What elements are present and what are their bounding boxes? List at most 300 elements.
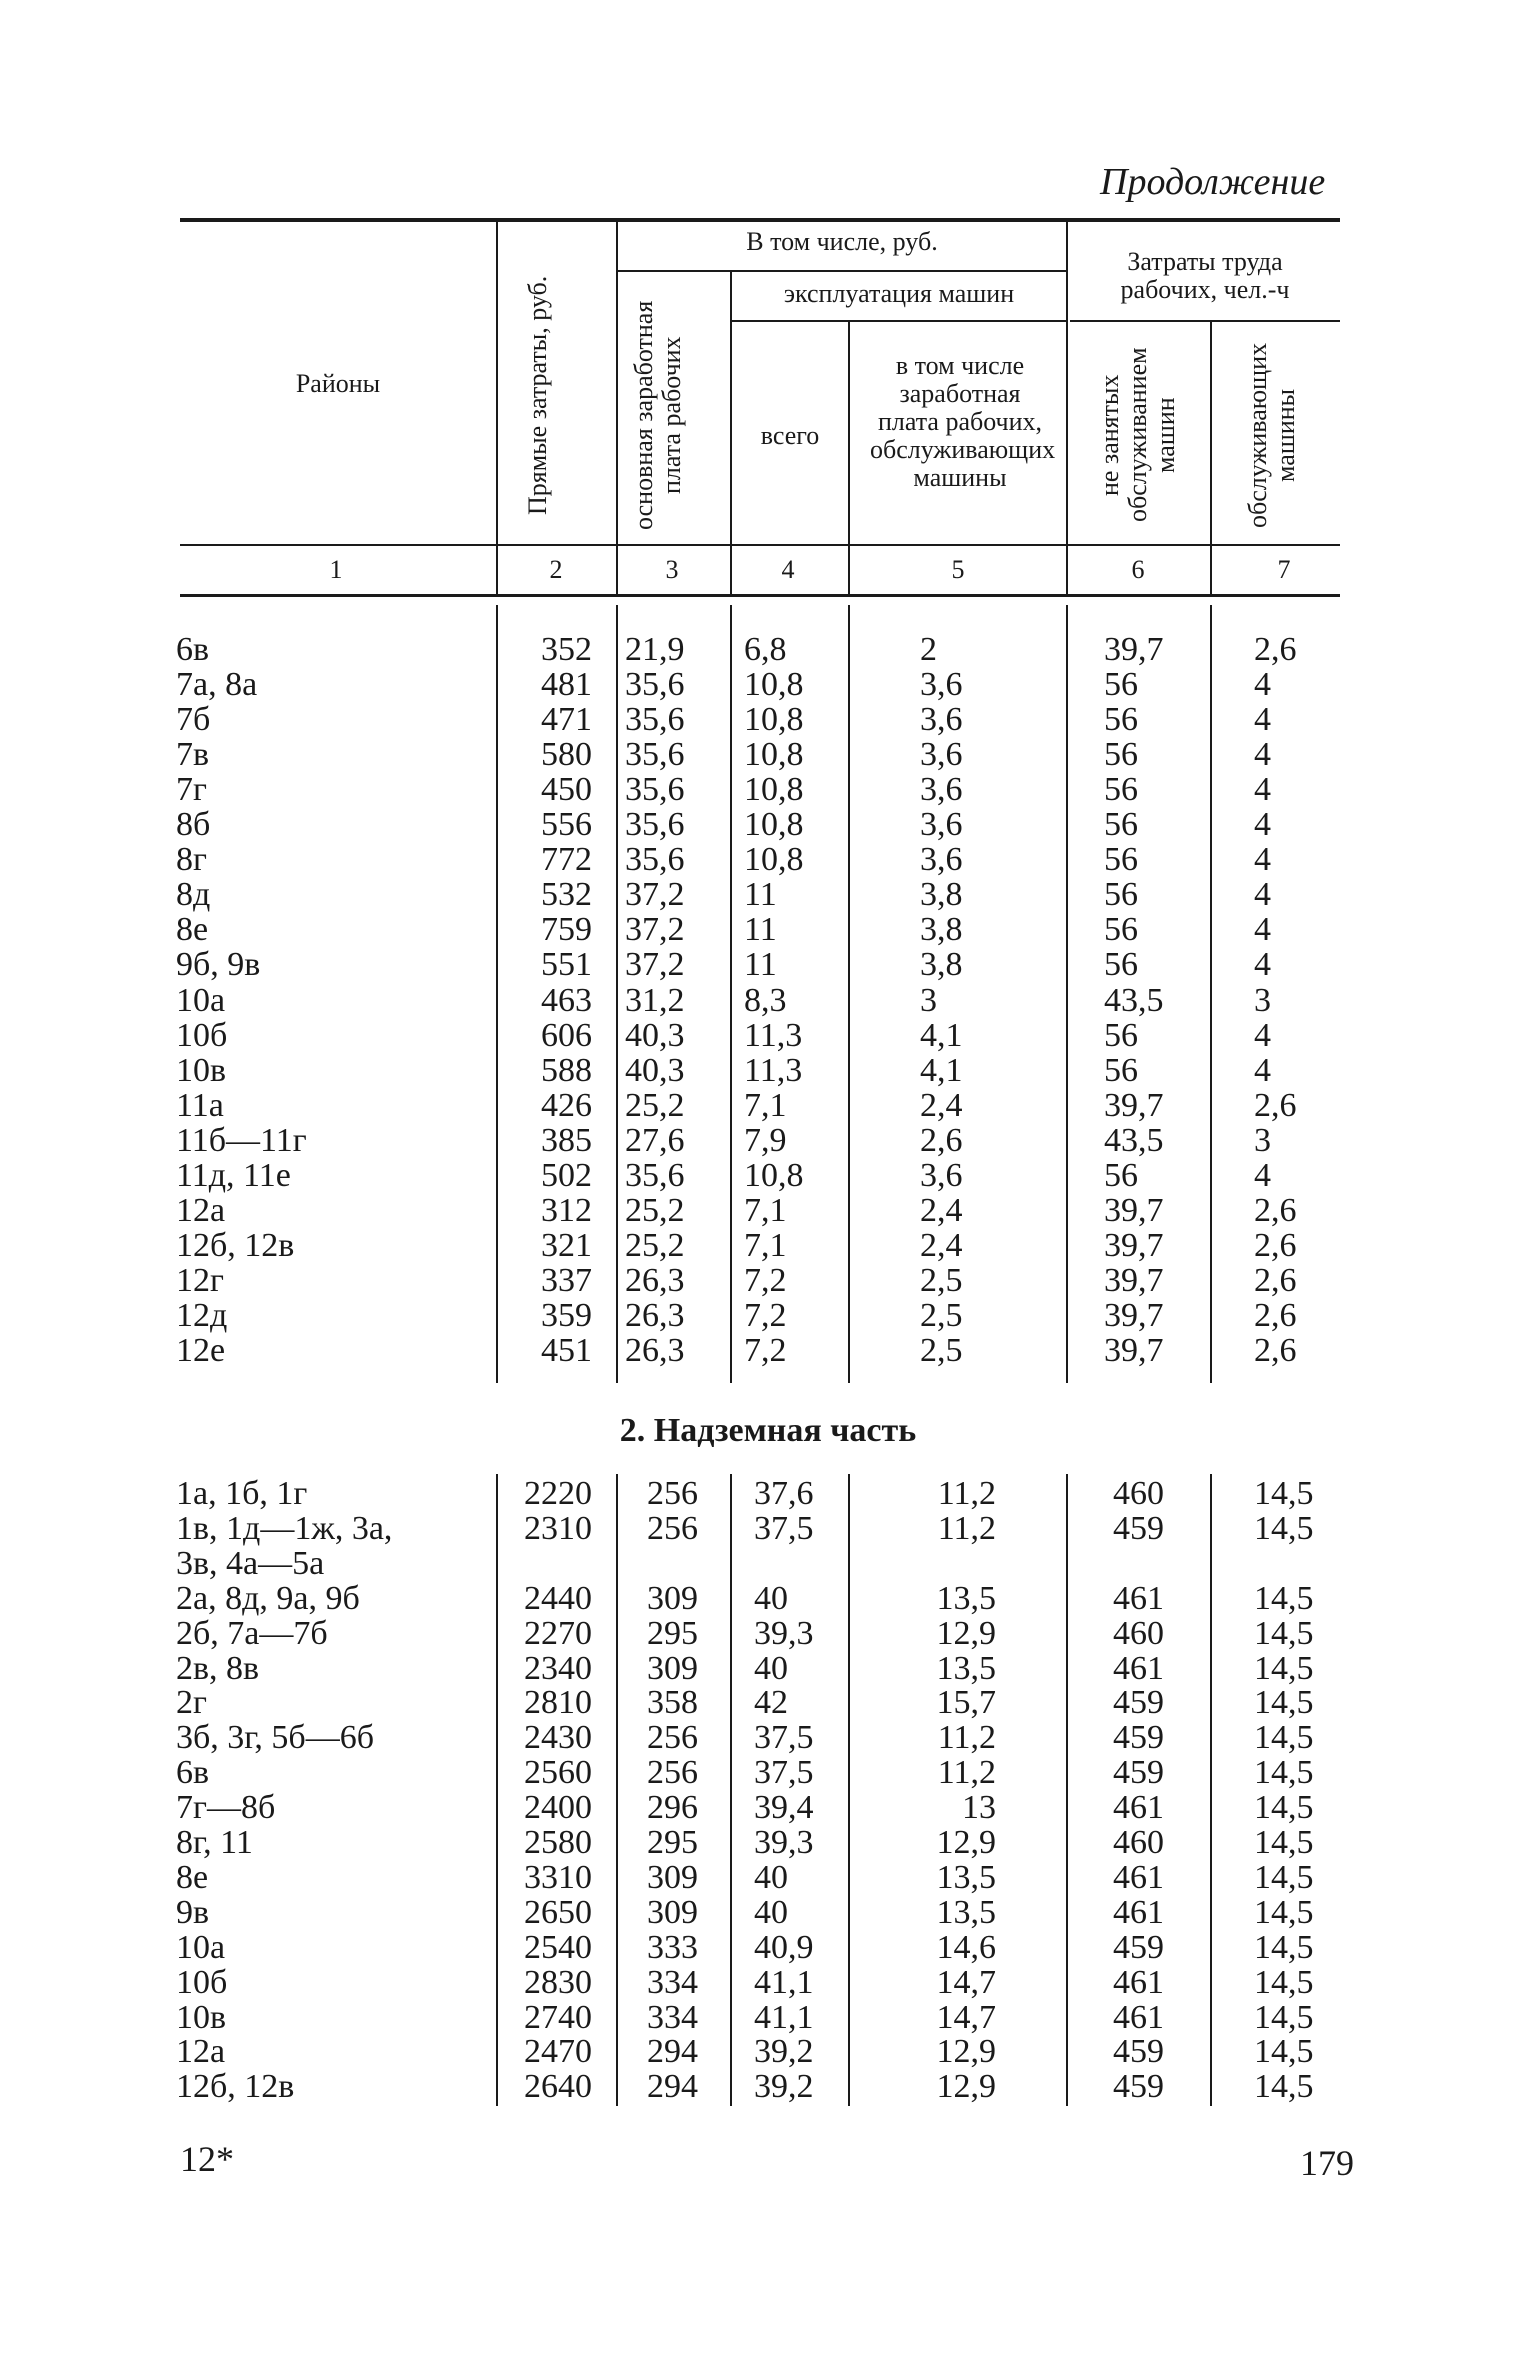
table-row: [0, 1755, 1536, 1790]
table-cell-col4: 39,3: [754, 1824, 814, 1861]
table-cell-col5: 3,8: [920, 946, 963, 984]
table-cell-col1: 10б: [176, 1016, 228, 1054]
top-rule: [180, 218, 1340, 222]
header-vline-2: [616, 222, 618, 596]
table-cell-col4: 7,9: [744, 1121, 787, 1159]
table-cell-col6: 56: [1104, 666, 1138, 704]
table-row: [0, 1685, 1536, 1720]
table-cell-col2: 2470: [524, 2033, 592, 2071]
table-row: [0, 1263, 1536, 1298]
table-cell-col7: 14,5: [1254, 1649, 1314, 1687]
table-cell-col7: 2,6: [1254, 1086, 1297, 1124]
table-cell-col5: 12,9: [936, 2068, 996, 2106]
table-cell-col6: 461: [1113, 1998, 1164, 2036]
table-cell-col4: 42: [754, 1684, 788, 1722]
table-cell-col5: 13,5: [936, 1858, 996, 1896]
table-cell-col7: 14,5: [1254, 1754, 1314, 1792]
table-cell-col6: 39,7: [1104, 1296, 1164, 1334]
table-row: [0, 983, 1536, 1018]
table-cell-col6: 460: [1113, 1824, 1164, 1861]
table-cell-col7: 14,5: [1254, 1614, 1314, 1652]
table-cell-col5: 12,9: [936, 1614, 996, 1652]
table-cell-col4: 37,5: [754, 1754, 814, 1792]
table-cell-col2: 471: [541, 701, 592, 739]
table-cell-col6: 459: [1113, 2033, 1164, 2071]
table-cell-col4: 40: [754, 1893, 788, 1931]
table-cell-col2: 2430: [524, 1719, 592, 1757]
table-cell-col4: 41,1: [754, 1963, 814, 2001]
table-cell-col7: 14,5: [1254, 2068, 1314, 2106]
table-row: [0, 1825, 1536, 1860]
table-cell-col6: 56: [1104, 1016, 1138, 1054]
table-cell-col1: 8б: [176, 806, 211, 844]
table-cell-col1: 12б, 12в: [176, 2068, 295, 2106]
table-row: [0, 2034, 1536, 2069]
table-cell-col2: 588: [541, 1051, 592, 1089]
table-cell-col2: 551: [541, 946, 592, 984]
table-cell-col1: 2б, 7а—7б: [176, 1614, 328, 1652]
table-cell-col1: 10б: [176, 1963, 228, 2001]
table-cell-col2: 2340: [524, 1649, 592, 1687]
colnum-3: 3: [665, 555, 679, 584]
table-row: [0, 2000, 1536, 2035]
table-cell-col2: 385: [541, 1121, 592, 1159]
table-cell-col3: 309: [647, 1858, 698, 1896]
table-cell-col7: 4: [1254, 911, 1271, 949]
table-cell-col5: 15,7: [936, 1684, 996, 1722]
table-cell-col4: 41,1: [754, 1998, 814, 2036]
table-cell-col7: 4: [1254, 1016, 1271, 1054]
group-labor-rule: [1070, 320, 1340, 322]
table-cell-col1: 12а: [176, 1191, 226, 1229]
table-cell-col7: 14,5: [1254, 1858, 1314, 1896]
table-cell-col5: 3,6: [920, 1156, 963, 1194]
table-cell-col4: 39,4: [754, 1789, 814, 1827]
table-cell-col3: 295: [647, 1614, 698, 1652]
colnum-4: 4: [781, 555, 795, 584]
table-cell-col2: 2580: [524, 1824, 592, 1861]
table-cell-col5: 2,5: [920, 1261, 963, 1299]
table-cell-col3: 309: [647, 1649, 698, 1687]
table-cell-col1: 7г: [176, 771, 207, 809]
table-row: [0, 1895, 1536, 1930]
table-cell-col5: 11,2: [937, 1475, 996, 1512]
table-cell-col3: 256: [647, 1509, 698, 1547]
table-cell-col6: 461: [1113, 1893, 1164, 1931]
table-cell-col4: 39,2: [754, 2033, 814, 2071]
table-cell-col7: 2,6: [1254, 1296, 1297, 1334]
table-cell-col3: 333: [647, 1928, 698, 1966]
table-cell-col2: 2440: [524, 1579, 592, 1617]
table-cell-col1: 2в, 8в: [176, 1649, 260, 1687]
table-cell-col6: 459: [1113, 1928, 1164, 1966]
table-cell-col2: 451: [541, 1332, 592, 1369]
header-vline-4: [848, 322, 850, 596]
table-cell-col3: 256: [647, 1719, 698, 1757]
table-cell-col4: 7,2: [744, 1332, 787, 1369]
table-row: [0, 1720, 1536, 1755]
table-row: [0, 1123, 1536, 1158]
table-cell-col1: 10в: [176, 1998, 227, 2036]
table-cell-col6: 56: [1104, 911, 1138, 949]
table-cell-col4: 40: [754, 1649, 788, 1687]
table-cell-col3: 256: [647, 1475, 698, 1512]
table-cell-col4: 37,5: [754, 1719, 814, 1757]
table-cell-col5: 2,4: [920, 1226, 963, 1264]
table-cell-col3: 35,6: [625, 771, 685, 809]
table-cell-col4: 39,3: [754, 1614, 814, 1652]
table-cell-col3: 35,6: [625, 736, 685, 774]
table-cell-col1: 2а, 8д, 9а, 9б: [176, 1579, 360, 1617]
table-cell-col1: 7а, 8а: [176, 666, 258, 704]
table-row: [0, 2069, 1536, 2104]
table-cell-col6: 56: [1104, 701, 1138, 739]
table-cell-col2: 2310: [524, 1509, 592, 1547]
table-cell-col1: 7г—8б: [176, 1789, 276, 1827]
table-row: [0, 1018, 1536, 1053]
table-cell-col1: 2г: [176, 1684, 207, 1722]
table-row: [0, 1581, 1536, 1616]
table-cell-col3: 309: [647, 1893, 698, 1931]
table-cell-col3: 26,3: [625, 1261, 685, 1299]
table-cell-col4: 10,8: [744, 701, 804, 739]
table-cell-col6: 56: [1104, 841, 1138, 879]
continuation-label: Продолжение: [1100, 161, 1326, 203]
table-cell-col6: 43,5: [1104, 981, 1164, 1019]
table-row: [0, 1546, 1536, 1581]
table-cell-col2: 321: [541, 1226, 592, 1264]
table-cell-col5: 12,9: [936, 2033, 996, 2071]
table-cell-col3: 334: [647, 1998, 698, 2036]
table-cell-col6: [1104, 1546, 1164, 1581]
table-cell-col3: 309: [647, 1579, 698, 1617]
table-row: [0, 737, 1536, 772]
table-row: [0, 632, 1536, 667]
table-cell-col2: 759: [541, 911, 592, 949]
table-cell-col5: 2: [920, 631, 937, 668]
table-cell-col7: 14,5: [1254, 2033, 1314, 2071]
table-cell-col7: 14,5: [1254, 1509, 1314, 1547]
table-row: [0, 1930, 1536, 1965]
table-cell-col7: 14,5: [1254, 1998, 1314, 2036]
section2-title: 2. Надземная часть: [619, 1412, 917, 1449]
table-cell-col6: 39,7: [1104, 1086, 1164, 1124]
table-cell-col7: 4: [1254, 701, 1271, 739]
header-col1: Районы: [295, 369, 381, 398]
table-cell-col3: 358: [647, 1684, 698, 1722]
table-row: [0, 1860, 1536, 1895]
table-cell-col4: 11,3: [744, 1016, 803, 1054]
table-cell-col4: 8,3: [744, 981, 787, 1019]
table-cell-col3: 256: [647, 1754, 698, 1792]
table-row: [0, 1158, 1536, 1193]
table-cell-col2: 450: [541, 771, 592, 809]
table-cell-col1: 8г, 11: [176, 1824, 253, 1861]
table-cell-col2: 2540: [524, 1928, 592, 1966]
table-cell-col5: 2,5: [920, 1296, 963, 1334]
table-cell-col5: 3,6: [920, 701, 963, 739]
table-row: [0, 1790, 1536, 1825]
table-cell-col5: 13,5: [936, 1893, 996, 1931]
table-cell-col5: 2,4: [920, 1191, 963, 1229]
table-row: [0, 1511, 1536, 1546]
table-cell-col4: 7,1: [744, 1191, 787, 1229]
table-cell-col5: 11,2: [937, 1754, 996, 1792]
table-cell-col5: 3,6: [920, 771, 963, 809]
table-cell-col2: 2830: [524, 1963, 592, 2001]
table-cell-col1: 6в: [176, 631, 210, 668]
table-cell-col7: 2,6: [1254, 631, 1297, 668]
table-cell-col1: 10а: [176, 1928, 226, 1966]
table-cell-col5: 3,8: [920, 876, 963, 914]
table-cell-col7: 14,5: [1254, 1893, 1314, 1931]
table-cell-col4: 10,8: [744, 736, 804, 774]
table-cell-col2: 580: [541, 736, 592, 774]
table-cell-col6: 459: [1113, 1684, 1164, 1722]
table-cell-col7: 14,5: [1254, 1963, 1314, 2001]
table-cell-col5: 4,1: [920, 1051, 963, 1089]
table-cell-col3: 35,6: [625, 666, 685, 704]
table-cell-col1: 1а, 1б, 1г: [176, 1475, 308, 1512]
table-cell-col1: 8г: [176, 841, 207, 879]
table-cell-col5: 14,7: [936, 1998, 996, 2036]
table-cell-col4: 7,1: [744, 1086, 787, 1124]
colnum-6: 6: [1131, 555, 1145, 584]
table-cell-col7: 2,6: [1254, 1261, 1297, 1299]
table-row: [0, 842, 1536, 877]
colnum-bottom-rule: [180, 594, 1340, 597]
table-cell-col2: 2560: [524, 1754, 592, 1792]
table-cell-col1: 8д: [176, 876, 211, 914]
table-cell-col5: 14,6: [936, 1928, 996, 1966]
header-vline-1: [496, 222, 498, 596]
table-cell-col3: 25,2: [625, 1226, 685, 1264]
table-cell-col7: 14,5: [1254, 1928, 1314, 1966]
table-cell-col1: 12б, 12в: [176, 1226, 295, 1264]
group-machines-rule: [732, 320, 1066, 322]
colnum-1: 1: [329, 555, 343, 584]
table-row: [0, 1651, 1536, 1686]
colnum-7: 7: [1277, 555, 1291, 584]
table-cell-col5: 11,2: [937, 1719, 996, 1757]
table-cell-col2: 337: [541, 1261, 592, 1299]
table-cell-col1: 1в, 1д—1ж, 3а,: [176, 1509, 393, 1547]
table-cell-col2: 2640: [524, 2068, 592, 2106]
table-cell-col2: 2220: [524, 1475, 592, 1512]
table-cell-col6: 56: [1104, 876, 1138, 914]
table-cell-col6: 459: [1113, 2068, 1164, 2106]
page-number: 179: [1300, 2143, 1354, 2183]
table-cell-col2: 352: [541, 631, 592, 668]
table-cell-col1: 11д, 11е: [176, 1156, 291, 1194]
table-cell-col6: 39,7: [1104, 1332, 1164, 1369]
table-cell-col6: 56: [1104, 736, 1138, 774]
table-cell-col1: 7в: [176, 736, 210, 774]
table-cell-col4: 11: [744, 876, 777, 914]
table-cell-col7: 14,5: [1254, 1789, 1314, 1827]
table-cell-col2: 312: [541, 1191, 592, 1229]
table-cell-col5: 3,6: [920, 736, 963, 774]
table-cell-col2: 2400: [524, 1789, 592, 1827]
table-cell-col6: 39,7: [1104, 631, 1164, 668]
table-cell-col7: 14,5: [1254, 1824, 1314, 1861]
group-incl-rule: [618, 270, 1066, 272]
table-cell-col4: 10,8: [744, 841, 804, 879]
table-cell-col6: 460: [1113, 1614, 1164, 1652]
table-cell-col1: 10а: [176, 981, 226, 1019]
table-cell-col6: 459: [1113, 1754, 1164, 1792]
table-cell-col2: 556: [541, 806, 592, 844]
table-cell-col7: 4: [1254, 771, 1271, 809]
table-cell-col1: 3б, 3г, 5б—6б: [176, 1719, 375, 1757]
table-cell-col7: 3: [1254, 1121, 1271, 1159]
table-cell-col2: 481: [541, 666, 592, 704]
table-cell-col3: 35,6: [625, 701, 685, 739]
table-cell-col1: 6в: [176, 1754, 210, 1792]
table-cell-col7: 4: [1254, 946, 1271, 984]
table-cell-col4: 40: [754, 1858, 788, 1896]
table-cell-col5: 4,1: [920, 1016, 963, 1054]
table-cell-col5: 13,5: [936, 1579, 996, 1617]
table-row: [0, 1616, 1536, 1651]
table-row: [0, 1053, 1536, 1088]
table-cell-col5: 3,6: [920, 666, 963, 704]
table-cell-col7: 3: [1254, 981, 1271, 1019]
table-cell-col1: 9в: [176, 1893, 210, 1931]
table-cell-col6: 461: [1113, 1858, 1164, 1896]
table-cell-col3: 294: [647, 2068, 698, 2106]
table-cell-col5: 3: [920, 981, 937, 1019]
table-cell-col2: 502: [541, 1156, 592, 1194]
table-cell-col6: 43,5: [1104, 1121, 1164, 1159]
table-cell-col2: 2270: [524, 1614, 592, 1652]
table-cell-col1: 8е: [176, 911, 209, 949]
table-cell-col2: 606: [541, 1016, 592, 1054]
table-cell-col2: 426: [541, 1086, 592, 1124]
table-row: [0, 1193, 1536, 1228]
table-cell-col3: 295: [647, 1824, 698, 1861]
table-cell-col7: 14,5: [1254, 1719, 1314, 1757]
table-cell-col7: 2,6: [1254, 1191, 1297, 1229]
header-col6: не занятых обслуживанием машин: [1095, 347, 1180, 523]
table-row: [0, 772, 1536, 807]
table-row: [0, 667, 1536, 702]
table-cell-col1: 12г: [176, 1261, 224, 1299]
table-cell-col3: 31,2: [625, 981, 685, 1019]
table-cell-col3: 25,2: [625, 1191, 685, 1229]
header-col2: Прямые затраты, руб.: [523, 275, 552, 515]
table-cell-col3: 27,6: [625, 1121, 685, 1159]
table-cell-col6: 56: [1104, 946, 1138, 984]
table-cell-col7: 4: [1254, 841, 1271, 879]
table-row: [0, 702, 1536, 737]
table-cell-col3: [638, 1546, 698, 1581]
table-cell-col5: 2,6: [920, 1121, 963, 1159]
table-cell-col3: 35,6: [625, 841, 685, 879]
table-cell-col6: 461: [1113, 1579, 1164, 1617]
table-row: [0, 1228, 1536, 1263]
table-row: [0, 1476, 1536, 1511]
table-cell-col5: 11,2: [937, 1509, 996, 1547]
table-cell-col5: 2,5: [920, 1332, 963, 1369]
table-cell-col6: 39,7: [1104, 1191, 1164, 1229]
header-col3: основная заработная плата рабочих: [629, 300, 686, 530]
table-cell-col7: 4: [1254, 876, 1271, 914]
header-group-machines: эксплуатация машин: [783, 279, 1015, 308]
table-cell-col5: 3,8: [920, 911, 963, 949]
table-row: [0, 1965, 1536, 2000]
table-cell-col7: 4: [1254, 1051, 1271, 1089]
table-cell-col6: 461: [1113, 1649, 1164, 1687]
table-cell-col7: 4: [1254, 806, 1271, 844]
table-cell-col4: 10,8: [744, 771, 804, 809]
table-cell-col3: 37,2: [625, 946, 685, 984]
table-cell-col4: 6,8: [744, 631, 787, 668]
table-cell-col6: 56: [1104, 1156, 1138, 1194]
table-cell-col3: 35,6: [625, 1156, 685, 1194]
table-cell-col6: 460: [1113, 1475, 1164, 1512]
table-row: [0, 807, 1536, 842]
table-cell-col5: 2,4: [920, 1086, 963, 1124]
table-cell-col5: 14,7: [936, 1963, 996, 2001]
table-cell-col4: 39,2: [754, 2068, 814, 2106]
table-cell-col4: 11: [744, 946, 777, 984]
table-cell-col4: 10,8: [744, 806, 804, 844]
table-cell-col7: 2,6: [1254, 1226, 1297, 1264]
header-group-labor: Затраты труда рабочих, чел.-ч: [1120, 247, 1290, 304]
table-cell-col5: [886, 1546, 996, 1581]
table-row: [0, 947, 1536, 982]
table-cell-col2: 3310: [524, 1858, 592, 1896]
table-row: [0, 1333, 1536, 1368]
table-cell-col1: 12а: [176, 2033, 226, 2071]
table-cell-col6: 461: [1113, 1789, 1164, 1827]
table-cell-col4: 37,6: [754, 1475, 814, 1512]
table-cell-col1: 11а: [176, 1086, 224, 1124]
table-cell-col2: 2650: [524, 1893, 592, 1931]
table-cell-col4: 7,2: [744, 1296, 787, 1334]
table-cell-col1: 10в: [176, 1051, 227, 1089]
table-cell-col1: 9б, 9в: [176, 946, 261, 984]
table-cell-col7: 14,5: [1254, 1579, 1314, 1617]
table-cell-col4: 7,2: [744, 1261, 787, 1299]
table-cell-col5: 13,5: [936, 1649, 996, 1687]
table-cell-col1: 12е: [176, 1332, 226, 1369]
header-bottom-rule: [180, 544, 1340, 546]
table-cell-col3: 21,9: [625, 631, 685, 668]
table-cell-col1: 8е: [176, 1858, 209, 1896]
table-cell-col6: 39,7: [1104, 1261, 1164, 1299]
table-cell-col7: 4: [1254, 736, 1271, 774]
table-cell-col3: 37,2: [625, 911, 685, 949]
table-cell-col3: 40,3: [625, 1051, 685, 1089]
table-cell-col6: 39,7: [1104, 1226, 1164, 1264]
footer-signature: 12*: [180, 2139, 234, 2179]
header-group-incl: В том числе, руб.: [746, 227, 938, 256]
table-cell-col4: 40: [754, 1579, 788, 1617]
table-cell-col3: 296: [647, 1789, 698, 1827]
table-cell-col4: 7,1: [744, 1226, 787, 1264]
table-cell-col2: 772: [541, 841, 592, 879]
table-cell-col1: 11б—11г: [176, 1121, 307, 1159]
table-cell-col6: 56: [1104, 771, 1138, 809]
table-cell-col3: 25,2: [625, 1086, 685, 1124]
table-cell-col4: 37,5: [754, 1509, 814, 1547]
table-cell-col4: 11,3: [744, 1051, 803, 1089]
header-col4: всего: [760, 421, 820, 450]
table-cell-col2: 2810: [524, 1684, 592, 1722]
table-cell-col3: 40,3: [625, 1016, 685, 1054]
